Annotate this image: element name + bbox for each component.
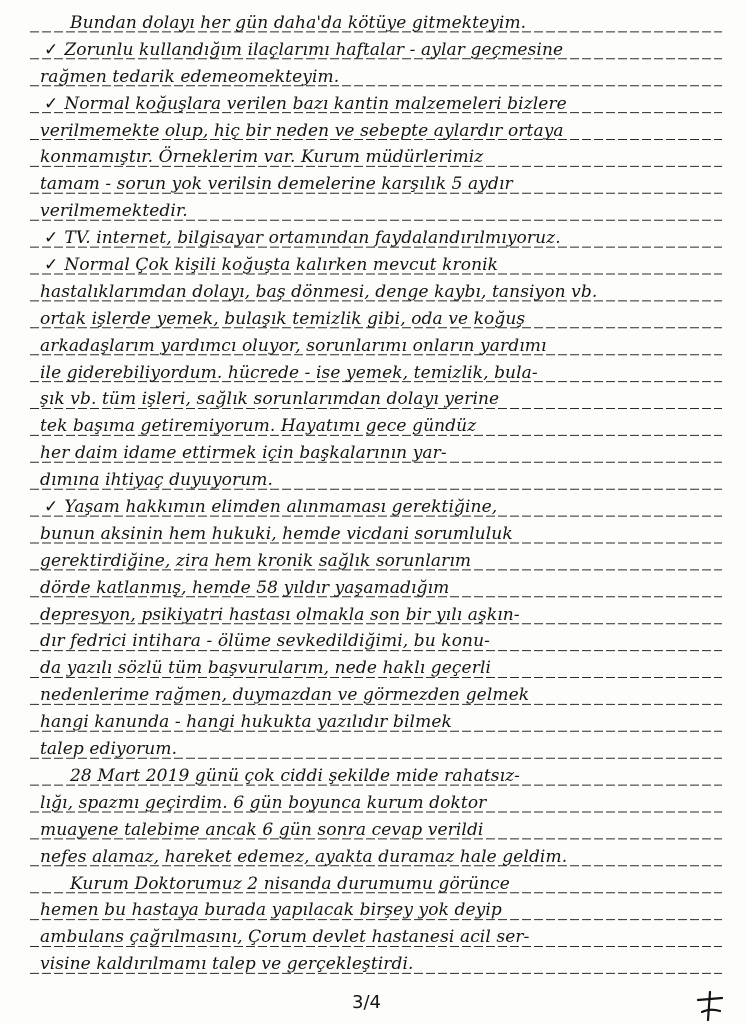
text-line	[40, 817, 720, 844]
checkmark-icon: ✓	[44, 93, 59, 114]
text-line	[40, 736, 720, 763]
text-line-content: dörde katlanmış, hemde 58 yıldır yaşamadığım	[40, 577, 450, 598]
text-line	[40, 790, 720, 817]
text-line-content: ortak işlerde yemek, bulaşık temizlik gibi, oda ve koğuş	[40, 308, 526, 329]
text-line	[40, 37, 720, 64]
text-line	[40, 360, 720, 387]
text-line	[40, 306, 720, 333]
text-line	[40, 333, 720, 360]
text-line-content: Normal Çok kişili koğuşta kalırken mevcut kronik	[64, 255, 499, 276]
text-line-content: 28 Mart 2019 günü çok ciddi şekilde mide rahatsız-	[70, 765, 521, 786]
text-line	[40, 548, 720, 575]
text-line	[40, 494, 720, 521]
text-line-content: hastalıklarımdan dolayı, baş dönmesi, denge kaybı, tansiyon vb.	[40, 281, 598, 302]
text-line	[40, 897, 720, 924]
checkmark-icon: ✓	[44, 497, 59, 518]
text-line-content: Zorunlu kullandığım ilaçlarımı haftalar - aylar geçmesine	[64, 39, 564, 60]
checkmark-icon: ✓	[44, 228, 59, 249]
text-line	[40, 763, 720, 790]
text-line	[40, 144, 720, 171]
text-line	[40, 575, 720, 602]
text-line-content: Yaşam hakkımın elimden alınmaması gerektiğine,	[64, 497, 498, 518]
text-line-content: muayene talebime ancak 6 gün sonra cevap verildi	[40, 819, 484, 840]
text-line	[40, 871, 720, 898]
text-line-content: şık vb. tüm işleri, sağlık sorunlarımdan dolayı yerine	[40, 389, 500, 410]
text-line-content: depresyon, psikiyatri hastası olmakla son bir yılı aşkın-	[40, 604, 520, 625]
text-line	[40, 386, 720, 413]
text-line-content: ambulans çağrılmasını, Çorum devlet hastanesi acil ser-	[40, 927, 530, 948]
text-line	[40, 844, 720, 871]
text-line-content: TV. internet, bilgisayar ortamından faydalandırılmıyoruz.	[64, 228, 561, 249]
text-line	[40, 602, 720, 629]
text-line-content: verilmemektedir.	[40, 201, 188, 222]
text-line	[40, 252, 720, 279]
text-line	[40, 118, 720, 145]
text-line-content: her daim idame ettirmek için başkalarının yar-	[40, 443, 447, 464]
signature-mark	[692, 990, 728, 1022]
text-line	[40, 655, 720, 682]
text-line-content: Normal koğuşlara verilen bazı kantin malzemeleri bizlere	[64, 93, 567, 114]
text-line	[40, 709, 720, 736]
text-line	[40, 413, 720, 440]
text-line-content: Kurum Doktorumuz 2 nisanda durumumu görünce	[70, 873, 510, 894]
text-line	[40, 628, 720, 655]
text-line-content: hangi kanunda - hangi hukukta yazılıdır bilmek	[40, 712, 452, 733]
text-line-content: dımına ihtiyaç duyuyorum.	[40, 470, 274, 491]
text-line	[40, 64, 720, 91]
text-line-content: talep ediyorum.	[40, 739, 178, 760]
text-line	[40, 467, 720, 494]
text-line-content: lığı, spazmı geçirdim. 6 gün boyunca kurum doktor	[40, 792, 487, 813]
text-line-content: bunun aksinin hem hukuki, hemde vicdani sorumluluk	[40, 523, 513, 544]
checkmark-icon: ✓	[44, 255, 59, 276]
text-line	[40, 521, 720, 548]
text-line	[40, 225, 720, 252]
text-line-content: dır fedrici intihara - ölüme sevkedildiğimi, bu konu-	[40, 631, 490, 652]
text-line	[40, 279, 720, 306]
text-line-content: tek başıma getiremiyorum. Hayatımı gece gündüz	[40, 416, 477, 437]
text-line-content: hemen bu hastaya burada yapılacak birşey yok deyip	[40, 900, 502, 921]
handwritten-text-block	[40, 10, 720, 978]
text-line-content: konmamıştır. Örneklerim var. Kurum müdürlerimiz	[40, 147, 484, 168]
text-line	[40, 10, 720, 37]
text-line-content: gerektirdiğine, zira hem kronik sağlık sorunlarım	[40, 550, 472, 571]
text-line-content: nedenlerime rağmen, duymazdan ve görmezden gelmek	[40, 685, 530, 706]
text-line-content: nefes alamaz, hareket edemez, ayakta duramaz hale geldim.	[40, 846, 568, 867]
text-line-content: da yazılı sözlü tüm başvurularım, nede haklı geçerli	[40, 658, 492, 679]
page-number: 3/4	[352, 992, 381, 1013]
text-line-content: Bundan dolayı her gün daha'da kötüye gitmekteyim.	[70, 13, 527, 33]
text-line	[40, 951, 720, 978]
checkmark-icon: ✓	[44, 39, 59, 60]
text-line	[40, 91, 720, 118]
text-line-content: ile giderebiliyordum. hücrede - ise yemek, temizlik, bula-	[40, 362, 538, 383]
text-line-content: verilmemekte olup, hiç bir neden ve sebepte aylardır ortaya	[40, 120, 564, 141]
text-line-content: rağmen tedarik edemeomekteyim.	[40, 66, 340, 87]
text-line	[40, 682, 720, 709]
text-line	[40, 440, 720, 467]
text-line-content: visine kaldırılmamı talep ve gerçekleştirdi.	[40, 954, 414, 975]
text-line-content: tamam - sorun yok verilsin demelerine karşılık 5 aydır	[40, 174, 513, 195]
text-line	[40, 198, 720, 225]
text-line-content: arkadaşlarım yardımcı oluyor, sorunlarımı onların yardımı	[40, 335, 547, 356]
text-line	[40, 924, 720, 951]
text-line	[40, 171, 720, 198]
